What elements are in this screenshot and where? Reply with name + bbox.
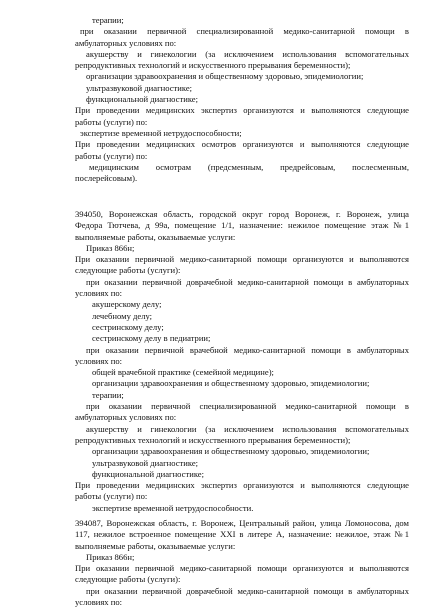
text-line: При проведении медицинских экспертиз организуются и выполняются следующие bbox=[75, 105, 409, 116]
text-line: выполняемые работы, оказываемые услуги: bbox=[75, 231, 236, 242]
text-line: экспертизе временной нетрудоспособности. bbox=[92, 502, 254, 513]
text-line: условиях по: bbox=[75, 288, 123, 299]
text-line: при оказании первичной врачебной медико-санитарной помощи в амбулаторных bbox=[86, 344, 409, 355]
text-line: условиях по: bbox=[75, 597, 123, 608]
text-line: общей врачебной практике (семейной медицине); bbox=[92, 367, 274, 378]
text-line: При оказании первичной медико-санитарной помощи организуются и выполняются bbox=[75, 254, 409, 265]
license-section-continued bbox=[75, 15, 409, 184]
text-line: функциональной диагностике; bbox=[92, 468, 205, 479]
license-section-address-3 bbox=[75, 518, 409, 608]
text-line: амбулаторных условиях по: bbox=[75, 37, 177, 48]
address-line: 117, нежилое встроенное помещение XXI в литере А, назначение: нежилое, этаж №1 bbox=[75, 529, 409, 540]
text-line: При проведении медицинских экспертиз организуются и выполняются следующие bbox=[75, 480, 409, 491]
address-line: 394087, Воронежская область, г. Воронеж, Центральный район, улица Ломоносова, дом bbox=[75, 518, 409, 528]
text-line: следующие работы (услуги): bbox=[75, 265, 181, 276]
text-line: следующие работы (услуги): bbox=[75, 574, 181, 585]
text-line: лечебному делу; bbox=[92, 310, 153, 321]
text-line: работы (услуги) по: bbox=[75, 116, 148, 127]
text-line: работы (услуги) по: bbox=[75, 150, 148, 161]
text-line: при оказании первичной доврачебной медико-санитарной помощи в амбулаторных bbox=[86, 276, 409, 287]
text-line: организации здравоохранения и общественному здоровью, эпидемиологии; bbox=[92, 378, 370, 389]
text-line: экспертизе временной нетрудоспособности; bbox=[80, 127, 242, 138]
text-line: организации здравоохранения и общественному здоровью, эпидемиологии; bbox=[92, 446, 370, 457]
order-reference: Приказ 866н; bbox=[86, 551, 135, 562]
text-line: При проведении медицинских осмотров организуются и выполняются следующие bbox=[75, 139, 409, 150]
address-line: Федора Тютчева, д 99а, помещение 1/1, назначение: нежилое помещение этаж №1 bbox=[75, 220, 409, 231]
text-line: При оказании первичной медико-санитарной помощи организуются и выполняются bbox=[75, 563, 409, 574]
text-line: функциональной диагностике; bbox=[86, 94, 199, 105]
text-line: сестринскому делу в педиатрии; bbox=[92, 333, 211, 344]
text-line: условиях по: bbox=[75, 355, 123, 366]
text-line: работы (услуги) по: bbox=[75, 491, 148, 502]
text-line: акушерскому делу; bbox=[92, 299, 162, 310]
text-line: выполняемые работы, оказываемые услуги: bbox=[75, 540, 236, 551]
text-line: послерейсовым). bbox=[75, 173, 138, 184]
text-line: медицинским осмотрам (предсменным, предрейсовым, послесменным, bbox=[89, 161, 409, 172]
text-line: ультразвуковой диагностике; bbox=[92, 457, 199, 468]
text-line: при оказании первичной специализированной медико-санитарной помощи в bbox=[86, 401, 409, 412]
text-line: акушерству и гинекологии (за исключением использования вспомогательных bbox=[86, 423, 409, 434]
text-line: терапии; bbox=[92, 15, 124, 25]
address-line: 394050, Воронежская область, городской округ город Воронеж, г. Воронеж, улица bbox=[75, 209, 409, 219]
license-section-address-2 bbox=[75, 209, 409, 514]
order-reference: Приказ 866н; bbox=[86, 242, 135, 253]
text-line: при оказании первичной специализированной медико-санитарной помощи в bbox=[80, 26, 409, 37]
text-line: сестринскому делу; bbox=[92, 321, 164, 332]
text-line: при оказании первичной доврачебной медико-санитарной помощи в амбулаторных bbox=[86, 585, 409, 596]
text-line: ультразвуковой диагностике; bbox=[86, 82, 193, 93]
text-line: терапии; bbox=[92, 389, 124, 400]
text-line: репродуктивных технологий и искусственного прерывания беременности); bbox=[75, 434, 351, 445]
text-line: акушерству и гинекологии (за исключением использования вспомогательных bbox=[86, 48, 409, 59]
text-line: амбулаторных условиях по: bbox=[75, 412, 177, 423]
text-line: организации здравоохранения и общественному здоровью, эпидемиологии; bbox=[86, 71, 364, 82]
text-line: репродуктивных технологий и искусственного прерывания беременности); bbox=[75, 60, 351, 71]
